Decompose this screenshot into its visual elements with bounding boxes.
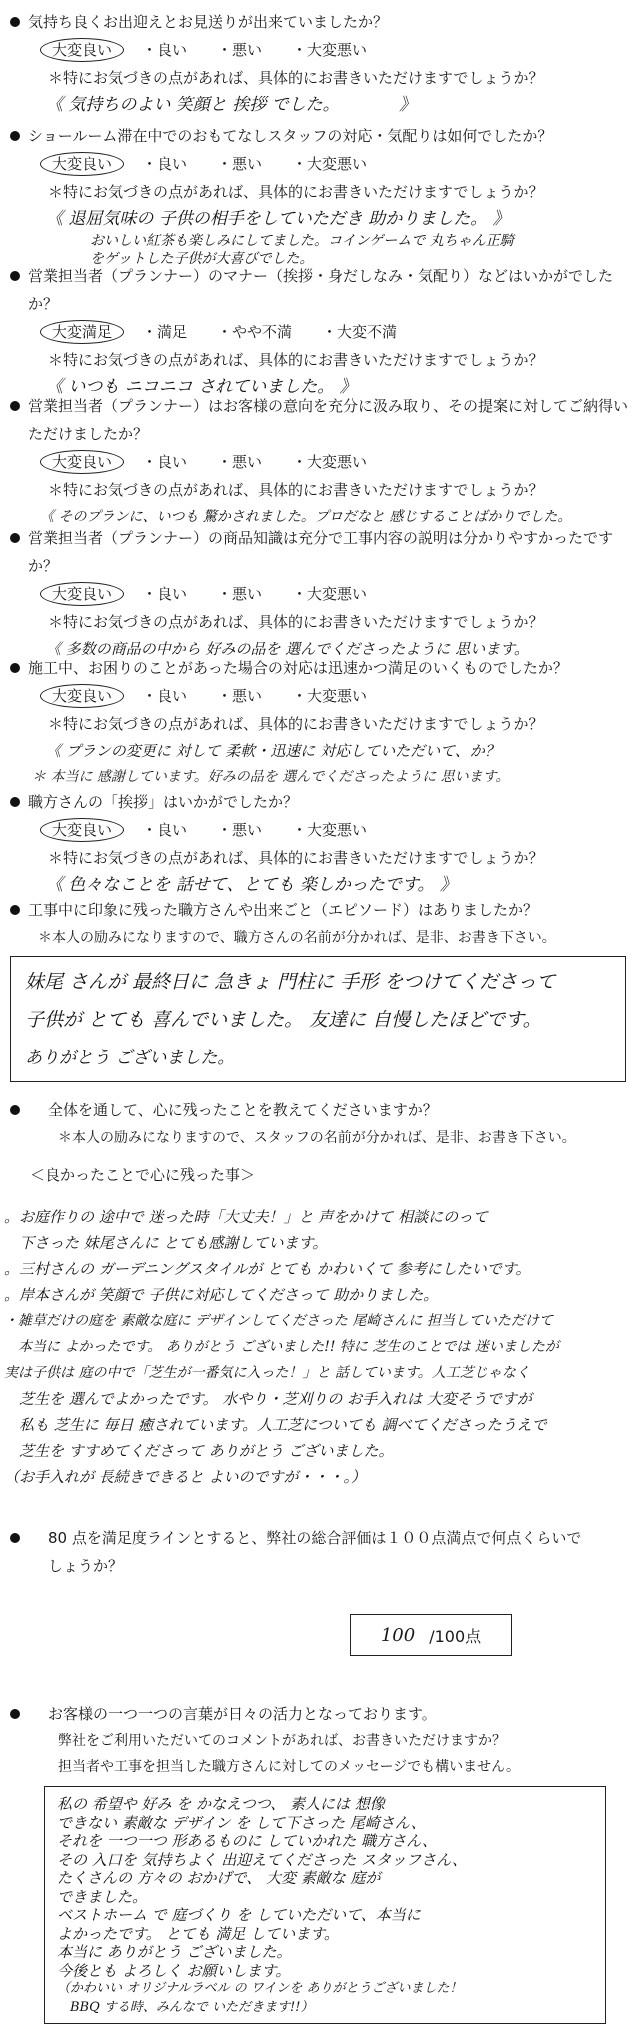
bullet-icon <box>10 401 20 411</box>
bullet-icon <box>10 1709 20 1719</box>
answer-line: （かわいい オリジナルラベル の ワインを ありがとうございました！ <box>57 1981 463 1996</box>
answer-line: それを 一つ一つ 形あるものに していかれた 職方さん、 <box>57 1832 437 1850</box>
answer-line: 本当に よかったです。 ありがとう ございました!! 特に 芝生のことでは 迷いましたが <box>4 1339 559 1355</box>
option[interactable]: ・悪い <box>217 821 263 839</box>
score-box <box>350 1614 512 1656</box>
rating-question <box>10 1524 630 1580</box>
message-answer-box <box>44 1786 606 2024</box>
score-max: /100点 <box>429 1626 482 1646</box>
option-selected[interactable]: 大変良い <box>48 150 116 178</box>
option[interactable]: ・良い <box>142 585 188 603</box>
question-4 <box>10 392 630 530</box>
handwritten-answer-extra: おいしい紅茶も楽しみにしてました。コインゲームで 丸ちゃん正騎 <box>90 233 514 249</box>
option[interactable]: ・悪い <box>217 585 263 603</box>
answer-line: 今後とも よろしく お願いします。 <box>57 1961 291 1980</box>
question-note: ＊特にお気づきの点があれば、具体的にお書きいただけますでしょうか？ <box>48 481 544 499</box>
option[interactable]: ・良い <box>142 155 188 173</box>
question-subtitle: 弊社をご利用いただいてのコメントがあれば、お書きいただけますか？ <box>58 1733 506 1749</box>
answer-line: 妹尾 さんが 最終日に 急きょ 門柱に 手形 をつけてくださって <box>25 971 556 993</box>
question-subtitle: 担当者や工事を担当した職方さんに対してのメッセージでも構いません。 <box>58 1759 520 1775</box>
question-title: 営業担当者（プランナー）の商品知識は充分で工事内容の説明は分かりやすかったですか？ <box>28 529 614 575</box>
question-1 <box>10 8 630 118</box>
rating-options <box>48 682 630 710</box>
option[interactable]: ・良い <box>142 687 188 705</box>
option-selected[interactable]: 大変良い <box>48 816 116 844</box>
handwritten-answer: 《 プランの変更に 対して 柔軟・迅速に 対応していただいて、か？ <box>46 742 500 760</box>
bullet-icon <box>10 131 20 141</box>
question-title: ショールーム滞在中でのおもてなしスタッフの対応・気配りは如何でしたか？ <box>28 127 553 145</box>
overall-label: ＜良かったことで心に残った事＞ <box>30 1166 256 1184</box>
question-title: 営業担当者（プランナー）のマナー（挨拶・身だしなみ・気配り）などはいかがでしたか？ <box>28 267 614 313</box>
handwritten-answer: 《 いつも ニコニコ されていました。 》 <box>46 377 357 397</box>
episode-answer-box <box>10 956 626 1082</box>
question-title: 全体を通して、心に残ったことを教えてくださいますか？ <box>48 1101 438 1119</box>
answer-line: 私の 希望や 好み を かなえつつ、 素人には 想像 <box>57 1795 385 1813</box>
handwritten-answer: 《 多数の商品の中から 好みの品を 選んでくださったように 思います。 <box>46 640 529 658</box>
question-note: ＊特にお気づきの点があれば、具体的にお書きいただけますでしょうか？ <box>48 351 544 369</box>
answer-line: 。岸本さんが 笑顔で 子供に対応してくださって 助かりました。 <box>4 1286 439 1304</box>
question-note: ＊特にお気づきの点があれば、具体的にお書きいただけますでしょうか？ <box>48 849 544 867</box>
rating-options <box>48 580 630 608</box>
question-note: ＊特にお気づきの点があれば、具体的にお書きいただけますでしょうか？ <box>48 183 544 201</box>
question-title: 気持ち良くお出迎えとお見送りが出来ていましたか？ <box>28 13 389 31</box>
answer-line: その 入口を 気持ちよく 出迎えてくださった スタッフさん、 <box>57 1850 467 1869</box>
option[interactable]: ・悪い <box>217 687 263 705</box>
question-6 <box>10 654 630 790</box>
question-title: 80 点を満足度ラインとすると、弊社の総合評価は１００点満点で何点くらいでしょうか？ <box>48 1529 582 1575</box>
answer-line: 。お庭作りの 途中で 迷った時「大丈夫！」と 声をかけて 相談にのって <box>4 1208 488 1226</box>
answer-line: できない 素敵な デザイン を して下さった 尾崎さん、 <box>57 1813 426 1832</box>
handwritten-answer: 《 色々なことを 話せて、とても 楽しかったです。 》 <box>46 875 457 895</box>
overall-answer <box>4 1204 636 1490</box>
option[interactable]: ・満足 <box>142 323 188 341</box>
answer-line: ・雑草だけの庭を 素敵な庭に デザインしてくださった 尾崎さんに 担当していただけて <box>4 1313 553 1329</box>
handwritten-answer: 《 気持ちのよい 笑顔と 挨拶 でした。 》 <box>46 95 417 115</box>
rating-options <box>48 448 630 476</box>
answer-line: 芝生を すすめてくださって ありがとう ございました。 <box>4 1442 394 1460</box>
option[interactable]: ・大変不満 <box>322 323 398 341</box>
bullet-icon <box>10 905 20 915</box>
handwritten-answer-extra: をゲットした子供が大喜びでした。 <box>90 251 314 267</box>
option-selected[interactable]: 大変良い <box>48 448 116 476</box>
option-selected[interactable]: 大変満足 <box>48 318 116 346</box>
episode-question <box>10 896 630 952</box>
message-question <box>10 1700 630 1780</box>
bullet-icon <box>10 663 20 673</box>
option[interactable]: ・悪い <box>217 155 263 173</box>
option[interactable]: ・悪い <box>217 453 263 471</box>
answer-line: できました。 <box>57 1887 148 1906</box>
question-5 <box>10 524 630 662</box>
option-selected[interactable]: 大変良い <box>48 682 116 710</box>
question-title: お客様の一つ一つの言葉が日々の活力となっております。 <box>48 1705 437 1723</box>
bullet-icon <box>10 533 20 543</box>
rating-options <box>48 150 630 178</box>
question-title: 職方さんの「挨拶」はいかがでしたか？ <box>28 793 299 811</box>
question-3 <box>10 262 630 400</box>
rating-options <box>48 36 630 64</box>
option[interactable]: ・悪い <box>217 41 263 59</box>
bullet-icon <box>10 1533 20 1543</box>
bullet-icon <box>10 17 20 27</box>
option-selected[interactable]: 大変良い <box>48 36 116 64</box>
option[interactable]: ・大変悪い <box>292 155 368 173</box>
bullet-icon <box>10 1105 20 1115</box>
option[interactable]: ・良い <box>142 41 188 59</box>
question-title: 工事中に印象に残った職方さんや出来ごと（エピソード）はありましたか？ <box>28 901 539 919</box>
answer-line: たくさんの 方々の おかげで、 大変 素敵な 庭が <box>57 1869 381 1887</box>
overall-question <box>10 1096 630 1152</box>
question-note: ＊特にお気づきの点があれば、具体的にお書きいただけますでしょうか？ <box>48 715 544 733</box>
bullet-icon <box>10 271 20 281</box>
question-note: ＊特にお気づきの点があれば、具体的にお書きいただけますでしょうか？ <box>48 69 544 87</box>
handwritten-answer: 《 退屈気味の 子供の相手をしていただき 助かりました。 》 <box>46 209 510 229</box>
answer-line: 下さった 妹尾さんに とても感謝しています。 <box>4 1234 328 1252</box>
option[interactable]: ・大変悪い <box>292 585 368 603</box>
question-note: ＊本人の励みになりますので、職方さんの名前が分かれば、是非、お書き下さい。 <box>38 930 556 946</box>
handwritten-answer: 《 そのプランに、いつも 驚かされました。プロだなと 感じすることばかりでした。 <box>40 509 572 525</box>
answer-line: よかったです。 とても 満足 しています。 <box>57 1924 339 1943</box>
answer-line: ありがとう ございました。 <box>25 1048 235 1068</box>
option-selected[interactable]: 大変良い <box>48 580 116 608</box>
option[interactable]: ・良い <box>142 821 188 839</box>
option[interactable]: ・大変悪い <box>292 687 368 705</box>
answer-line: 子供が とても 喜んでいました。 友達に 自慢したほどです。 <box>25 1009 542 1031</box>
question-note: ＊本人の励みになりますので、スタッフの名前が分かれば、是非、お書き下さい。 <box>58 1130 576 1146</box>
rating-options <box>48 816 630 844</box>
answer-line: BBQ する時、みんなで いただきます!!） <box>57 1999 314 2015</box>
option[interactable]: ・大変悪い <box>292 453 368 471</box>
question-7 <box>10 788 630 898</box>
bullet-icon <box>10 797 20 807</box>
question-title: 施工中、お困りのことがあった場合の対応は迅速かつ満足のいくものでしたか？ <box>28 659 568 677</box>
rating-options <box>48 318 630 346</box>
handwritten-answer-extra: ＊ 本当に 感謝しています。好みの品を 選んでくださったように 思います。 <box>32 769 510 785</box>
score-value: 100 <box>380 1624 416 1646</box>
answer-line: 芝生を 選んでよかったです。 水やり・芝刈りの お手入れは 大変そうですが <box>4 1390 532 1408</box>
option[interactable]: ・やや不満 <box>217 323 293 341</box>
answer-line: 本当に ありがとう ございました。 <box>57 1943 292 1961</box>
answer-line: 。三村さんの ガーデニングスタイルが とても かわいくて 参考にしたいです。 <box>4 1260 531 1278</box>
question-title: 営業担当者（プランナー）はお客様の意向を充分に汲み取り、その提案に対してご納得いただけましたか？ <box>28 397 629 443</box>
answer-line: ベストホーム で 庭づくり を していただいて、本当に <box>57 1906 421 1924</box>
question-note: ＊特にお気づきの点があれば、具体的にお書きいただけますでしょうか？ <box>48 613 544 631</box>
option[interactable]: ・良い <box>142 453 188 471</box>
answer-line: 実は子供は 庭の中で「芝生が一番気に入った！」と 話しています。人工芝じゃなく <box>4 1365 530 1381</box>
option[interactable]: ・大変悪い <box>292 41 368 59</box>
option[interactable]: ・大変悪い <box>292 821 368 839</box>
question-2 <box>10 122 630 268</box>
answer-line: （お手入れが 長続きできると よいのですが・・・。） <box>4 1468 367 1486</box>
answer-line: 私も 芝生に 毎日 癒されています。人工芝についても 調べてくださったうえで <box>4 1416 547 1434</box>
